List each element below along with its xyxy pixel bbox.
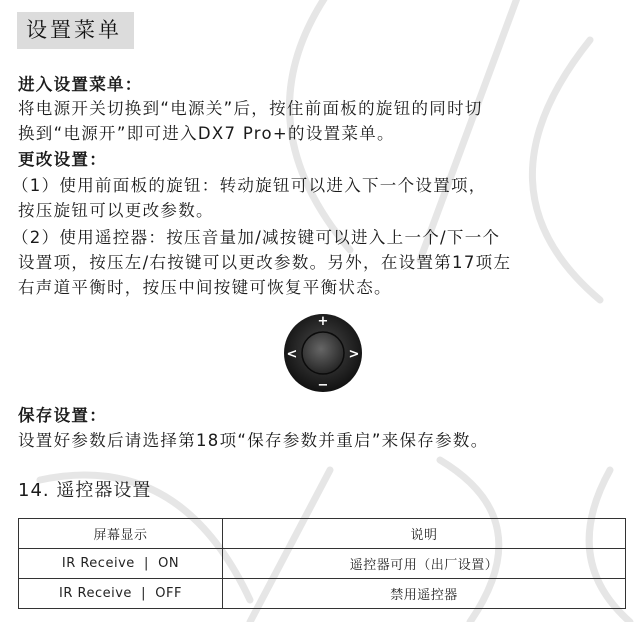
dpad-center-button	[302, 332, 344, 374]
table-cell-display: IR Receive | OFF	[19, 579, 223, 609]
table-cell-description: 遥控器可用（出厂设置）	[223, 549, 626, 579]
table-header-display: 屏幕显示	[19, 519, 223, 549]
dpad-left-symbol: <	[286, 347, 298, 362]
save-settings-heading: 保存设置：	[18, 406, 107, 425]
change-item-2-line-1: （2）使用遥控器：按压音量加/减按键可以进入上一个/下一个	[12, 228, 501, 247]
section-14-title: 14. 遥控器设置	[18, 480, 152, 501]
change-item-2-line-2: 设置项，按压左/右按键可以更改参数。另外，在设置第17项左	[18, 253, 512, 272]
table-row	[19, 579, 626, 609]
change-settings-heading: 更改设置：	[18, 150, 107, 169]
table-row	[19, 549, 626, 579]
change-item-1-line-2: 按压旋钮可以更改参数。	[18, 201, 214, 220]
page-title: 设置菜单	[17, 12, 134, 49]
remote-dpad-illustration	[283, 313, 363, 393]
dpad-up-symbol: +	[317, 314, 329, 329]
enter-menu-heading: 进入设置菜单：	[18, 75, 143, 94]
dpad-right-symbol: >	[348, 347, 360, 362]
enter-menu-text-line-1: 将电源开关切换到“电源关”后，按住前面板的旋钮的同时切	[18, 99, 483, 118]
dpad-down-symbol: −	[317, 378, 329, 393]
table-cell-display: IR Receive | ON	[19, 549, 223, 579]
table-header-description: 说明	[223, 519, 626, 549]
table-header-row	[19, 519, 626, 549]
change-item-2-line-3: 右声道平衡时，按压中间按键可恢复平衡状态。	[18, 278, 392, 297]
enter-menu-text-line-2: 换到“电源开”即可进入DX7 Pro+的设置菜单。	[18, 124, 395, 143]
change-item-1-line-1: （1）使用前面板的旋钮：转动旋钮可以进入下一个设置项，	[12, 176, 487, 195]
table-cell-description: 禁用遥控器	[223, 579, 626, 609]
remote-settings-table	[18, 518, 626, 609]
save-settings-text: 设置好参数后请选择第18项“保存参数并重启”来保存参数。	[18, 431, 489, 450]
